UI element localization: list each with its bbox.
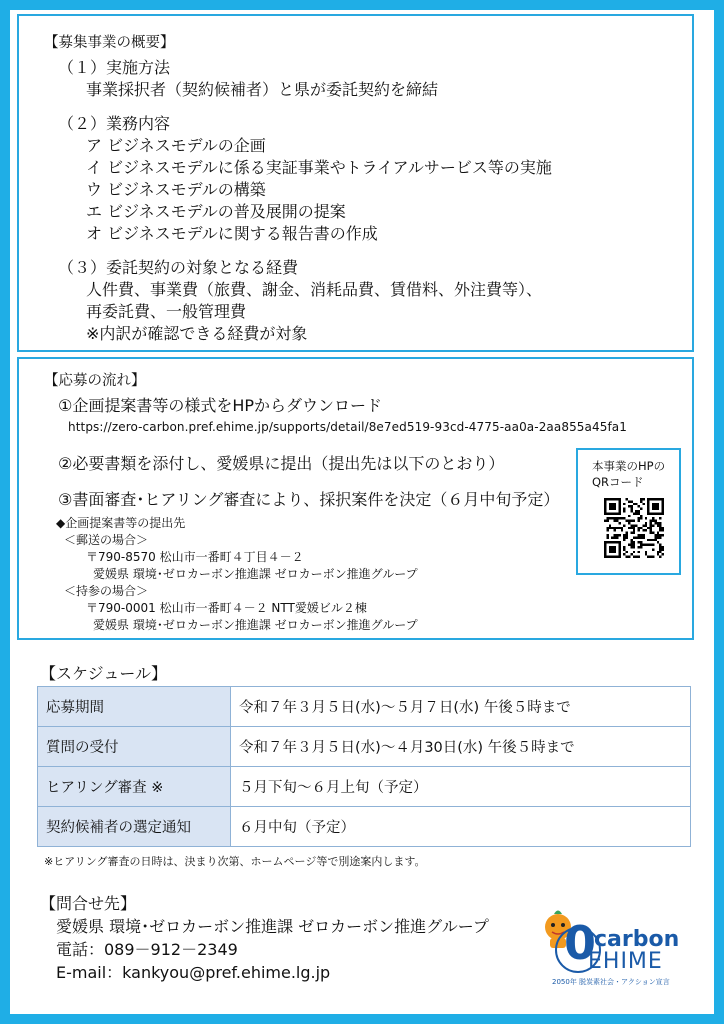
overview-heading: 【募集事業の概要】 (44, 35, 175, 51)
table-row (38, 727, 691, 767)
mail-address: 〒790-8570 松山市一番町４丁目４－２ (86, 550, 304, 564)
schedule-label: ヒアリング審査 ※ (38, 767, 231, 807)
logo-zero: 0 (564, 916, 597, 970)
qr-code-icon[interactable] (604, 498, 664, 558)
flow-step-2: ②必要書類を添付し、愛媛県に提出（提出先は以下のとおり） (58, 454, 505, 473)
cost-line: 再委託費、一般管理費 (86, 302, 247, 321)
cost-title: （３）委託契約の対象となる経費 (58, 258, 299, 277)
download-url-link[interactable]: https://zero-carbon.pref.ehime.jp/supports/detail/8e7ed519-93cd-4775-aa0a-2aa855a45fa1 (68, 420, 627, 434)
zero-carbon-ehime-logo (536, 905, 696, 990)
table-row (38, 807, 691, 847)
bring-dept: 愛媛県 環境･ゼロカーボン推進課 ゼロカーボン推進グループ (93, 618, 418, 632)
schedule-value: ６月中旬（予定） (231, 807, 691, 847)
logo-tagline: 2050年 脱炭素社会・アクション宣言 (552, 978, 670, 986)
flow-heading: 【応募の流れ】 (44, 373, 146, 389)
flow-step-3: ③書面審査･ヒアリング審査により、採択案件を決定（６月中旬予定） (58, 490, 560, 509)
bring-label: ＜持参の場合＞ (64, 584, 149, 598)
schedule-value: 令和７年３月５日(水)～４月30日(水) 午後５時まで (231, 727, 691, 767)
contact-heading: 【問合せ先】 (40, 894, 137, 913)
method-title: （１）実施方法 (58, 58, 171, 77)
contact-email[interactable]: E-mail：kankyou@pref.ehime.lg.jp (56, 963, 331, 982)
cost-line: ※内訳が確認できる経費が対象 (86, 324, 308, 343)
schedule-label: 契約候補者の選定通知 (38, 807, 231, 847)
bring-address: 〒790-0001 松山市一番町４－２ NTT愛媛ビル２棟 (86, 601, 367, 615)
work-item: ウ ビジネスモデルの構築 (86, 180, 266, 199)
logo-word: carbon (594, 927, 680, 952)
flow-step-1: ①企画提案書等の様式をHPからダウンロード (58, 396, 383, 415)
qr-panel (576, 448, 681, 575)
work-item: エ ビジネスモデルの普及展開の提案 (86, 202, 346, 221)
work-item: イ ビジネスモデルに係る実証事業やトライアルサービス等の実施 (86, 158, 552, 177)
schedule-table (37, 686, 691, 847)
schedule-heading: 【スケジュール】 (40, 664, 168, 683)
schedule-note: ※ヒアリング審査の日時は、決まり次第、ホームページ等で別途案内します。 (44, 855, 426, 868)
work-item: ア ビジネスモデルの企画 (86, 136, 266, 155)
cost-line: 人件費、事業費（旅費、謝金、消耗品費、賃借料、外注費等）、 (86, 280, 543, 299)
table-row (38, 687, 691, 727)
schedule-label: 応募期間 (38, 687, 231, 727)
contact-dept: 愛媛県 環境･ゼロカーボン推進課 ゼロカーボン推進グループ (56, 917, 489, 936)
qr-caption-line: 本事業のHPの (592, 459, 666, 473)
logo-place: EHIME (588, 949, 663, 974)
method-text: 事業採択者（契約候補者）と県が委託契約を締結 (86, 80, 439, 99)
schedule-value: ５月下旬～６月上旬（予定） (231, 767, 691, 807)
schedule-label: 質問の受付 (38, 727, 231, 767)
submit-heading: ◆企画提案書等の提出先 (56, 516, 186, 530)
qr-caption-line: QRコード (592, 475, 644, 489)
qr-caption (592, 458, 665, 490)
mail-dept: 愛媛県 環境･ゼロカーボン推進課 ゼロカーボン推進グループ (93, 567, 418, 581)
work-item: オ ビジネスモデルに関する報告書の作成 (86, 224, 378, 243)
table-row (38, 767, 691, 807)
work-title: （２）業務内容 (58, 114, 171, 133)
mail-label: ＜郵送の場合＞ (64, 533, 149, 547)
schedule-value: 令和７年３月５日(水)～５月７日(水) 午後５時まで (231, 687, 691, 727)
contact-phone: 電話：089－912－2349 (56, 940, 238, 959)
